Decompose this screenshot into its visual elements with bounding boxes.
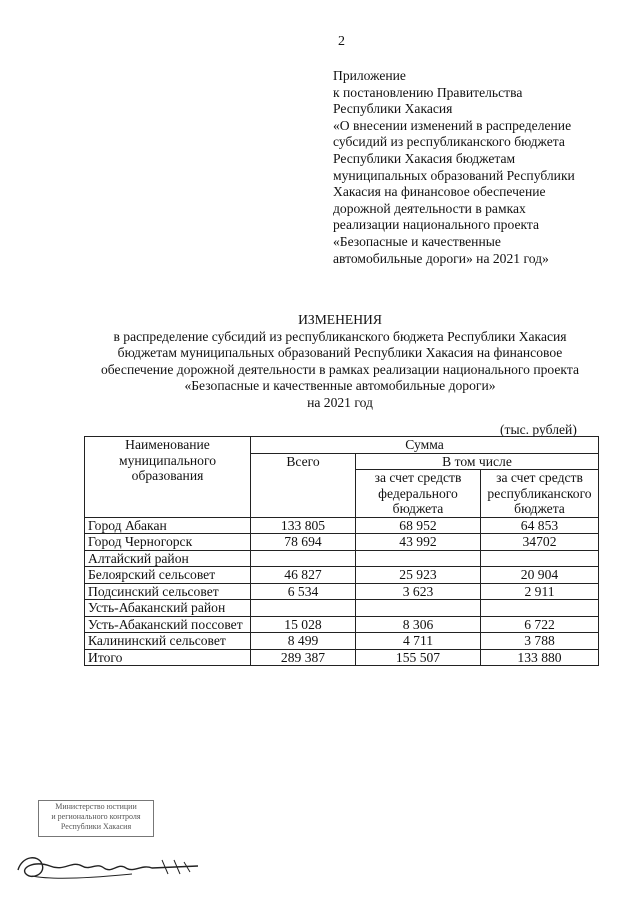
appendix-block [333, 68, 623, 267]
appendix-line: автомобильные дороги» на 2021 год» [333, 250, 549, 266]
row-republican: 2 911 [481, 583, 599, 600]
units-label: (тыс. рублей) [500, 422, 577, 437]
row-total [251, 600, 356, 617]
header-federal: за счет средств федерального бюджета [356, 470, 481, 518]
row-federal: 3 623 [356, 583, 481, 600]
row-federal: 25 923 [356, 567, 481, 584]
row-total: 289 387 [251, 649, 356, 666]
document-heading [60, 312, 620, 412]
heading-line: в распределение субсидий из республиканского бюджета Республики Хакасия [113, 328, 567, 344]
table-row [85, 600, 599, 617]
row-name: Город Абакан [85, 517, 251, 534]
registration-stamp [38, 800, 154, 837]
heading-line: обеспечение дорожной деятельности в рамках реализации национального проекта [101, 361, 579, 377]
appendix-line: к постановлению Правительства [333, 84, 523, 100]
appendix-line: Республики Хакасия бюджетам [333, 150, 516, 166]
heading-line: на 2021 год [307, 394, 373, 410]
row-federal: 4 711 [356, 633, 481, 650]
row-republican: 133 880 [481, 649, 599, 666]
appendix-line: муниципальных образований Республики [333, 167, 575, 183]
row-name: Калининский сельсовет [85, 633, 251, 650]
header-sum: Сумма [251, 437, 599, 454]
row-federal: 155 507 [356, 649, 481, 666]
heading-line: бюджетам муниципальных образований Республики Хакасия на финансовое [117, 345, 563, 361]
row-republican: 6 722 [481, 616, 599, 633]
page-number: 2 [338, 34, 345, 49]
table-row [85, 550, 599, 567]
table-row [85, 517, 599, 534]
table-header-row [85, 437, 599, 454]
table-row [85, 534, 599, 551]
appendix-line: «О внесении изменений в распределение [333, 117, 572, 133]
row-name: Белоярский сельсовет [85, 567, 251, 584]
appendix-line: «Безопасные и качественные [333, 233, 501, 249]
row-republican: 20 904 [481, 567, 599, 584]
header-including: В том числе [356, 453, 599, 470]
subsidy-table [84, 436, 599, 666]
row-federal [356, 600, 481, 617]
appendix-line: Республики Хакасия [333, 101, 453, 117]
row-total: 8 499 [251, 633, 356, 650]
table-row [85, 567, 599, 584]
row-total: 133 805 [251, 517, 356, 534]
appendix-line: субсидий из республиканского бюджета [333, 134, 565, 150]
row-name: Подсинский сельсовет [85, 583, 251, 600]
table-row [85, 633, 599, 650]
header-total: Всего [251, 453, 356, 517]
row-total [251, 550, 356, 567]
row-total: 78 694 [251, 534, 356, 551]
row-total: 46 827 [251, 567, 356, 584]
appendix-line: дорожной деятельности в рамках [333, 200, 526, 216]
header-name: Наименование муниципального образования [85, 437, 251, 518]
row-republican: 3 788 [481, 633, 599, 650]
document-title: ИЗМЕНЕНИЯ [298, 312, 382, 327]
row-name: Город Черногорск [85, 534, 251, 551]
row-name: Алтайский район [85, 550, 251, 567]
row-republican: 34702 [481, 534, 599, 551]
stamp-line: Республики Хакасия [60, 822, 132, 831]
stamp-line: Министерство юстиции [55, 802, 137, 811]
row-total: 6 534 [251, 583, 356, 600]
row-federal: 43 992 [356, 534, 481, 551]
row-total: 15 028 [251, 616, 356, 633]
row-federal: 68 952 [356, 517, 481, 534]
header-republican: за счет средств республиканского бюджета [481, 470, 599, 518]
appendix-line: Приложение [333, 68, 406, 83]
appendix-line: Хакасия на финансовое обеспечение [333, 184, 546, 200]
table-total-row [85, 649, 599, 666]
row-name: Итого [85, 649, 251, 666]
row-federal: 8 306 [356, 616, 481, 633]
row-republican [481, 550, 599, 567]
row-republican [481, 600, 599, 617]
signature [12, 846, 202, 886]
table-row [85, 616, 599, 633]
table-row [85, 583, 599, 600]
appendix-line: реализации национального проекта [333, 217, 540, 233]
row-name: Усть-Абаканский район [85, 600, 251, 617]
row-federal [356, 550, 481, 567]
heading-line: «Безопасные и качественные автомобильные дороги» [184, 378, 496, 394]
row-name: Усть-Абаканский поссовет [85, 616, 251, 633]
row-republican: 64 853 [481, 517, 599, 534]
stamp-line: и регионального контроля [51, 812, 141, 821]
